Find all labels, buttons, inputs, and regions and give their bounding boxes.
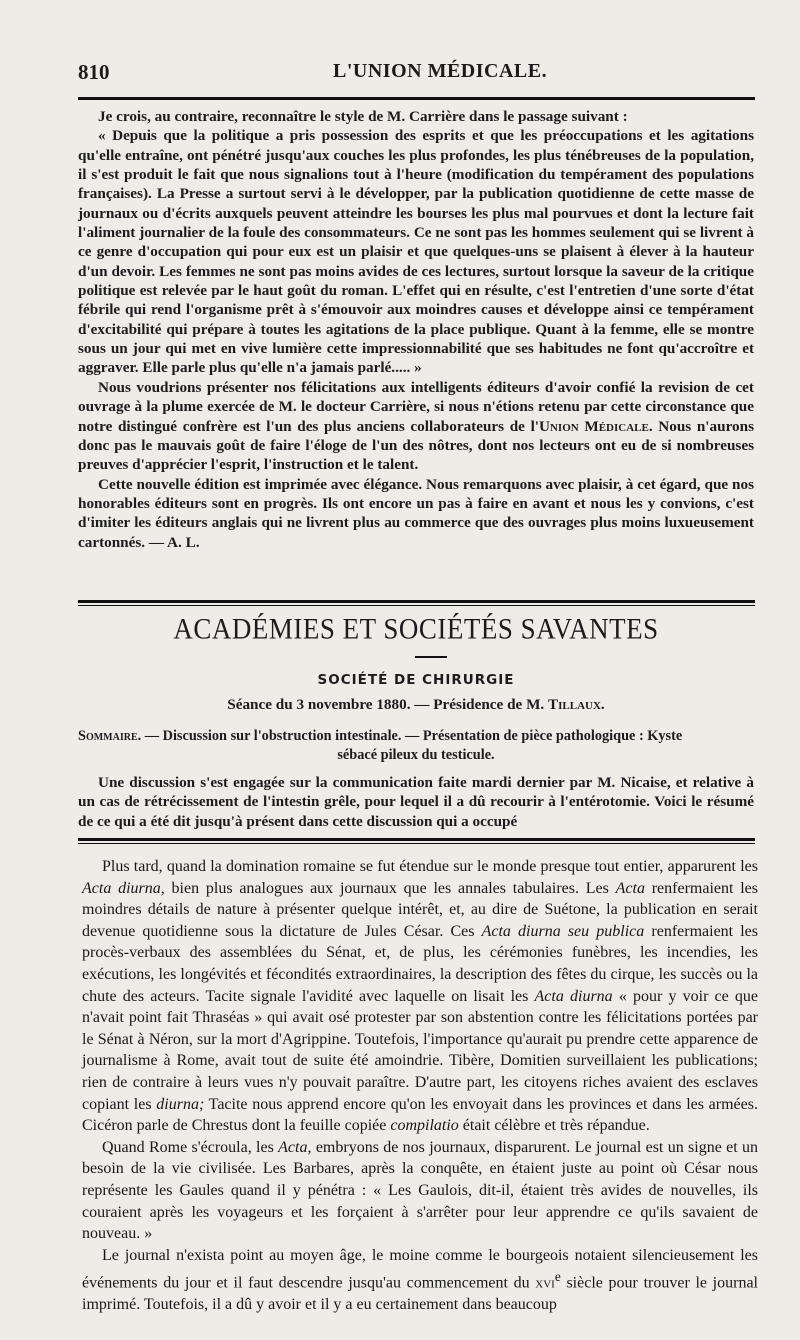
section-rule-top xyxy=(78,600,755,603)
page-header xyxy=(78,60,753,90)
review-paragraph: Nous voudrions présenter nos félicitations aux intelligents éditeurs d'avoir confié la revision de cet ouvrage à la plume exercée de M. le docteur Carrière, si nous n'étions retenu par cette circonstance que notre distingué confrère est l'un des plus anciens collaborateurs de l'Union Médicale. Nous n'aurons donc pas le mauvais goût de faire l'éloge de l'un des nôtres, dont nos lecteurs ont eu de si nombreuses preuves d'apprécier l'esprit, l'instruction et le talent. xyxy=(78,378,754,474)
feuilleton-paragraph: Plus tard, quand la domination romaine se fut étendue sur le monde presque tout entier, apparurent les Acta diurna, bien plus analogues aux journaux que les annales tabulaires. Les Acta renfermaient les moindres détails de nature à présenter quelque intérêt, et, au dire de Suétone, la publication en serait devenue quotidienne sous la dictature de Jules César. Ces Acta diurna seu publica renfermaient les procès-verbaux des assemblées du Sénat, et, de plus, les cérémonies funèbres, les incendies, les exécutions, les longévités et fécondités extraordinaires, la description des fêtes du cirque, les succès ou la chute des acteurs. Tacite signale l'avidité avec laquelle on lisait les Acta diurna « pour y voir ce que n'avait point fait Thraséas » qui avait osé protester par son abstention contre les félicitations portées par le Sénat à Néron, sur la mort d'Agrippine. Toutefois, l'importance qu'aurait pu prendre cette apparence de journalisme à Rome, avait tout de suite été amoindrie. Tibère, Domitien surveillaient les publications; rien de contraire à leurs vues n'y pouvait paraître. D'autre part, les citoyens riches avaient des esclaves copiant les diurna; Tacite nous apprend encore qu'on les envoyait dans les provinces et dans les armées. Cicéron parle de Chrestus dont la feuille copiée compilatio était célèbre et très répandue. xyxy=(82,858,759,1135)
sommaire-label: Sommaire. xyxy=(78,728,142,744)
feuilleton-paragraph: Quand Rome s'écroula, les Acta, embryons de nos journaux, disparurent. Le journal est un signe et un besoin de la vie civilisée. Les Barbares, après la conquête, en étaient juste au point où César nous représente les Gaules quand il y pénétra : « Les Gaulois, dit-il, étaient très avides de nouvelles, ils couraient après les voyageurs et les forçaient à s'arrêter pour leur apprendre ce qu'ils savaient de nouveau. » xyxy=(82,1138,758,1243)
society-name: SOCIÉTÉ DE CHIRURGIE xyxy=(317,672,515,688)
review-quote: « Depuis que la politique a pris possession des esprits et que les préoccupations et les agitations qu'elle entraîne, ont pénétré jusqu'aux couches les plus profondes, les plus ténébreuses de la population, il s'est produit le fait que nous signalions tout à l'heure (modification du tempérament des populations françaises). La Presse a surtout servi à le développer, par la publication quotidienne de cette masse de journaux ou d'écrits auxquels peuvent atteindre les bourses les plus mal pourvues et dont la lecture fait l'aliment journalier de la foule des consommateurs. Ce ne sont pas les hommes seulement qui se livrent à ce genre d'occupation qui pour eux est un plaisir et que quelques-uns se plaisent à élever à la hauteur d'un devoir. Les femmes ne sont pas moins avides de ces lectures, surtout lorsque la saveur de la critique politique est relevée par le haut goût du roman. L'effet qui en résulte, c'est l'entretien d'une sorte d'état fébrile qui rend l'organisme prêt à s'émouvoir aux moindres causes et développe ainsi ce tempérament d'excitabilité qui prépare à toutes les agitations de la place publique. Quant à la femme, elle se montre sous un jour qui met en vive lumière cette impressionnabilité que ses habitudes ne font qu'accroître et aggraver. Elle parle plus qu'elle n'a jamais parlé..... » xyxy=(78,127,754,377)
feuilleton-paragraph: Le journal n'exista point au moyen âge, le moine comme le bourgeois notaient silencieusement les événements du jour et il faut descendre jusqu'au commencement du xvi$^e$ siècle pour trouver le journal imprimé. Toutefois, il a dû y avoir et il y a eu certainement dans beaucoup xyxy=(82,1246,758,1314)
sommaire-line2: sébacé pileux du testicule. xyxy=(337,747,495,763)
header-rule xyxy=(78,97,755,100)
review-paragraph: Cette nouvelle édition est imprimée avec élégance. Nous remarquons avec plaisir, à cet égard, que nos honorables éditeurs sont en progrès. Ils ont encore un pas à faire en avant et nous les y convions, c'est d'imiter les éditeurs anglais qui ne livrent plus au commerce que des ouvrages plus moins luxueusement cartonnés. — A. L. xyxy=(78,475,754,551)
seance-line: Séance du 3 novembre 1880. — Présidence de M. Tillaux. xyxy=(227,696,605,713)
journal-name: Union Médicale xyxy=(539,417,649,435)
review-paragraph: Je crois, au contraire, reconnaître le style de M. Carrière dans le passage suivant : xyxy=(98,108,628,125)
feuilleton-rule xyxy=(78,838,755,841)
feuilleton-rule-thin xyxy=(78,843,755,844)
book-review xyxy=(78,107,754,552)
section-rule-top-thin xyxy=(78,605,755,606)
title-underline xyxy=(415,656,447,658)
running-title: L'UNION MÉDICALE. xyxy=(333,60,548,82)
discussion-intro: Une discussion s'est engagée sur la communication faite mardi dernier par M. Nicaise, et relative à un cas de rétrécissement de l'intestin grêle, pour lequel il a dû recourir à l'entérotomie. Voici le résumé de ce qui a été dit jusqu'à présent dans cette discussion qui a occupé xyxy=(78,774,754,830)
feuilleton xyxy=(82,856,758,1316)
page-number: 810 xyxy=(78,60,110,84)
section-title: ACADÉMIES ET SOCIÉTÉS SAVANTES xyxy=(173,612,659,646)
president-name: Tillaux xyxy=(548,696,601,713)
sommaire: Sommaire. — Discussion sur l'obstruction intestinale. — Présentation de pièce pathologique : Kyste sébacé pileux du testicule. xyxy=(78,727,754,765)
